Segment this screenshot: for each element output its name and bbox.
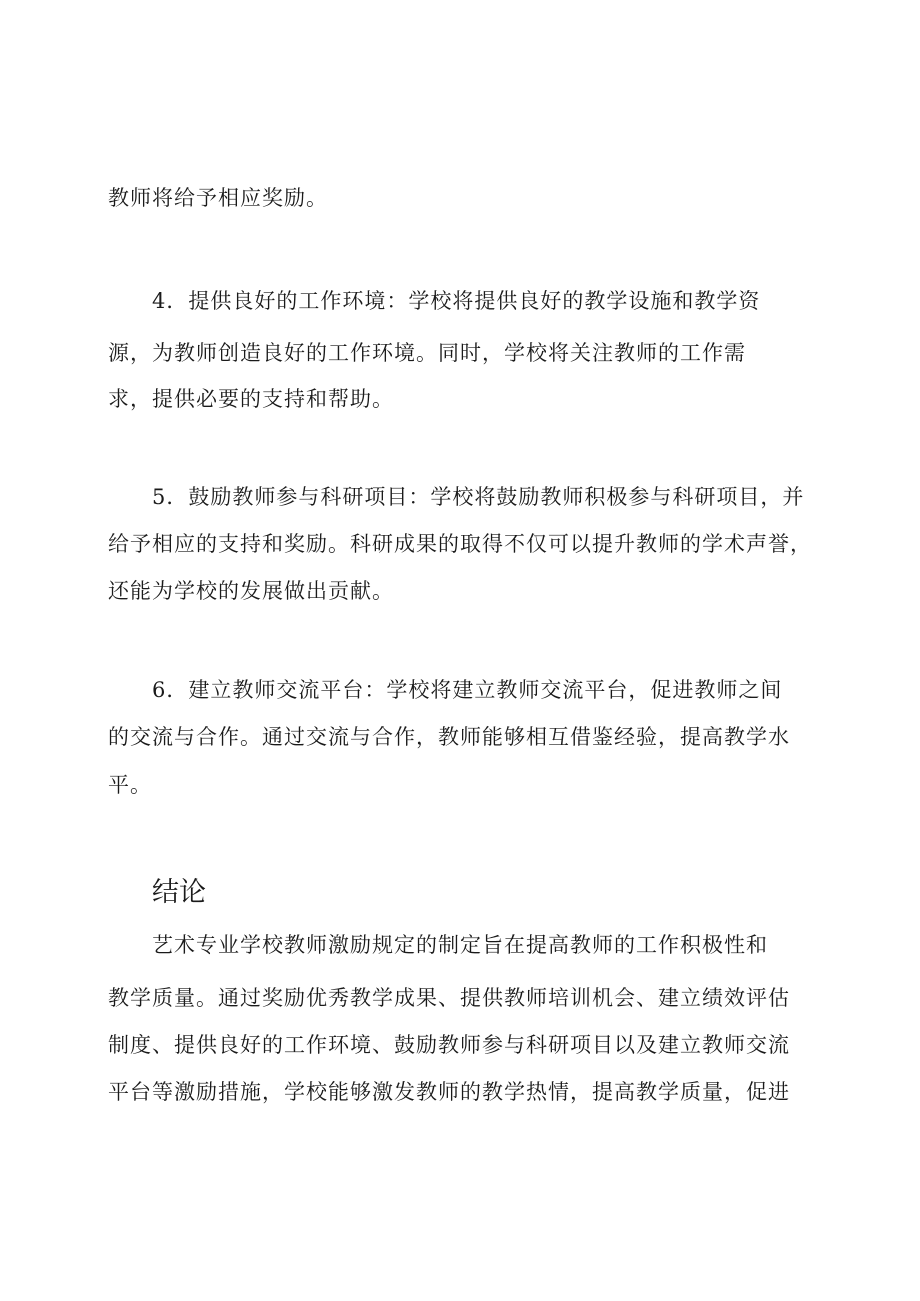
- conclusion-heading: 结论: [152, 877, 206, 908]
- conclusion-line-1: 艺术专业学校教师激励规定的制定旨在提高教师的工作积极性和: [152, 933, 768, 957]
- item-4-line-3: 求，提供必要的支持和帮助。: [108, 387, 394, 411]
- item-4-line-1: 4．提供良好的工作环境：学校将提供良好的教学设施和教学资: [152, 289, 761, 313]
- item-4-line-2: 源，为教师创造良好的工作环境。同时，学校将关注教师的工作需: [108, 341, 746, 365]
- conclusion-line-4: 平台等激励措施，学校能够激发教师的教学热情，提高教学质量，促进: [108, 1080, 790, 1104]
- item-5-line-3: 还能为学校的发展做出贡献。: [108, 579, 394, 603]
- item-5-line-2: 给予相应的支持和奖励。科研成果的取得不仅可以提升教师的学术声誉，: [108, 532, 812, 556]
- conclusion-line-3: 制度、提供良好的工作环境、鼓励教师参与科研项目以及建立教师交流: [108, 1033, 790, 1057]
- paragraph-3-tail-line: 教师将给予相应奖励。: [108, 186, 328, 210]
- item-5-line-1: 5．鼓励教师参与科研项目：学校将鼓励教师积极参与科研项目，并: [152, 485, 805, 509]
- item-6-line-2: 的交流与合作。通过交流与合作，教师能够相互借鉴经验，提高教学水: [108, 725, 790, 749]
- conclusion-line-2: 教学质量。通过奖励优秀教学成果、提供教师培训机会、建立绩效评估: [108, 986, 790, 1010]
- item-6-line-1: 6．建立教师交流平台：学校将建立教师交流平台，促进教师之间: [152, 678, 783, 702]
- item-6-line-3: 平。: [108, 773, 152, 797]
